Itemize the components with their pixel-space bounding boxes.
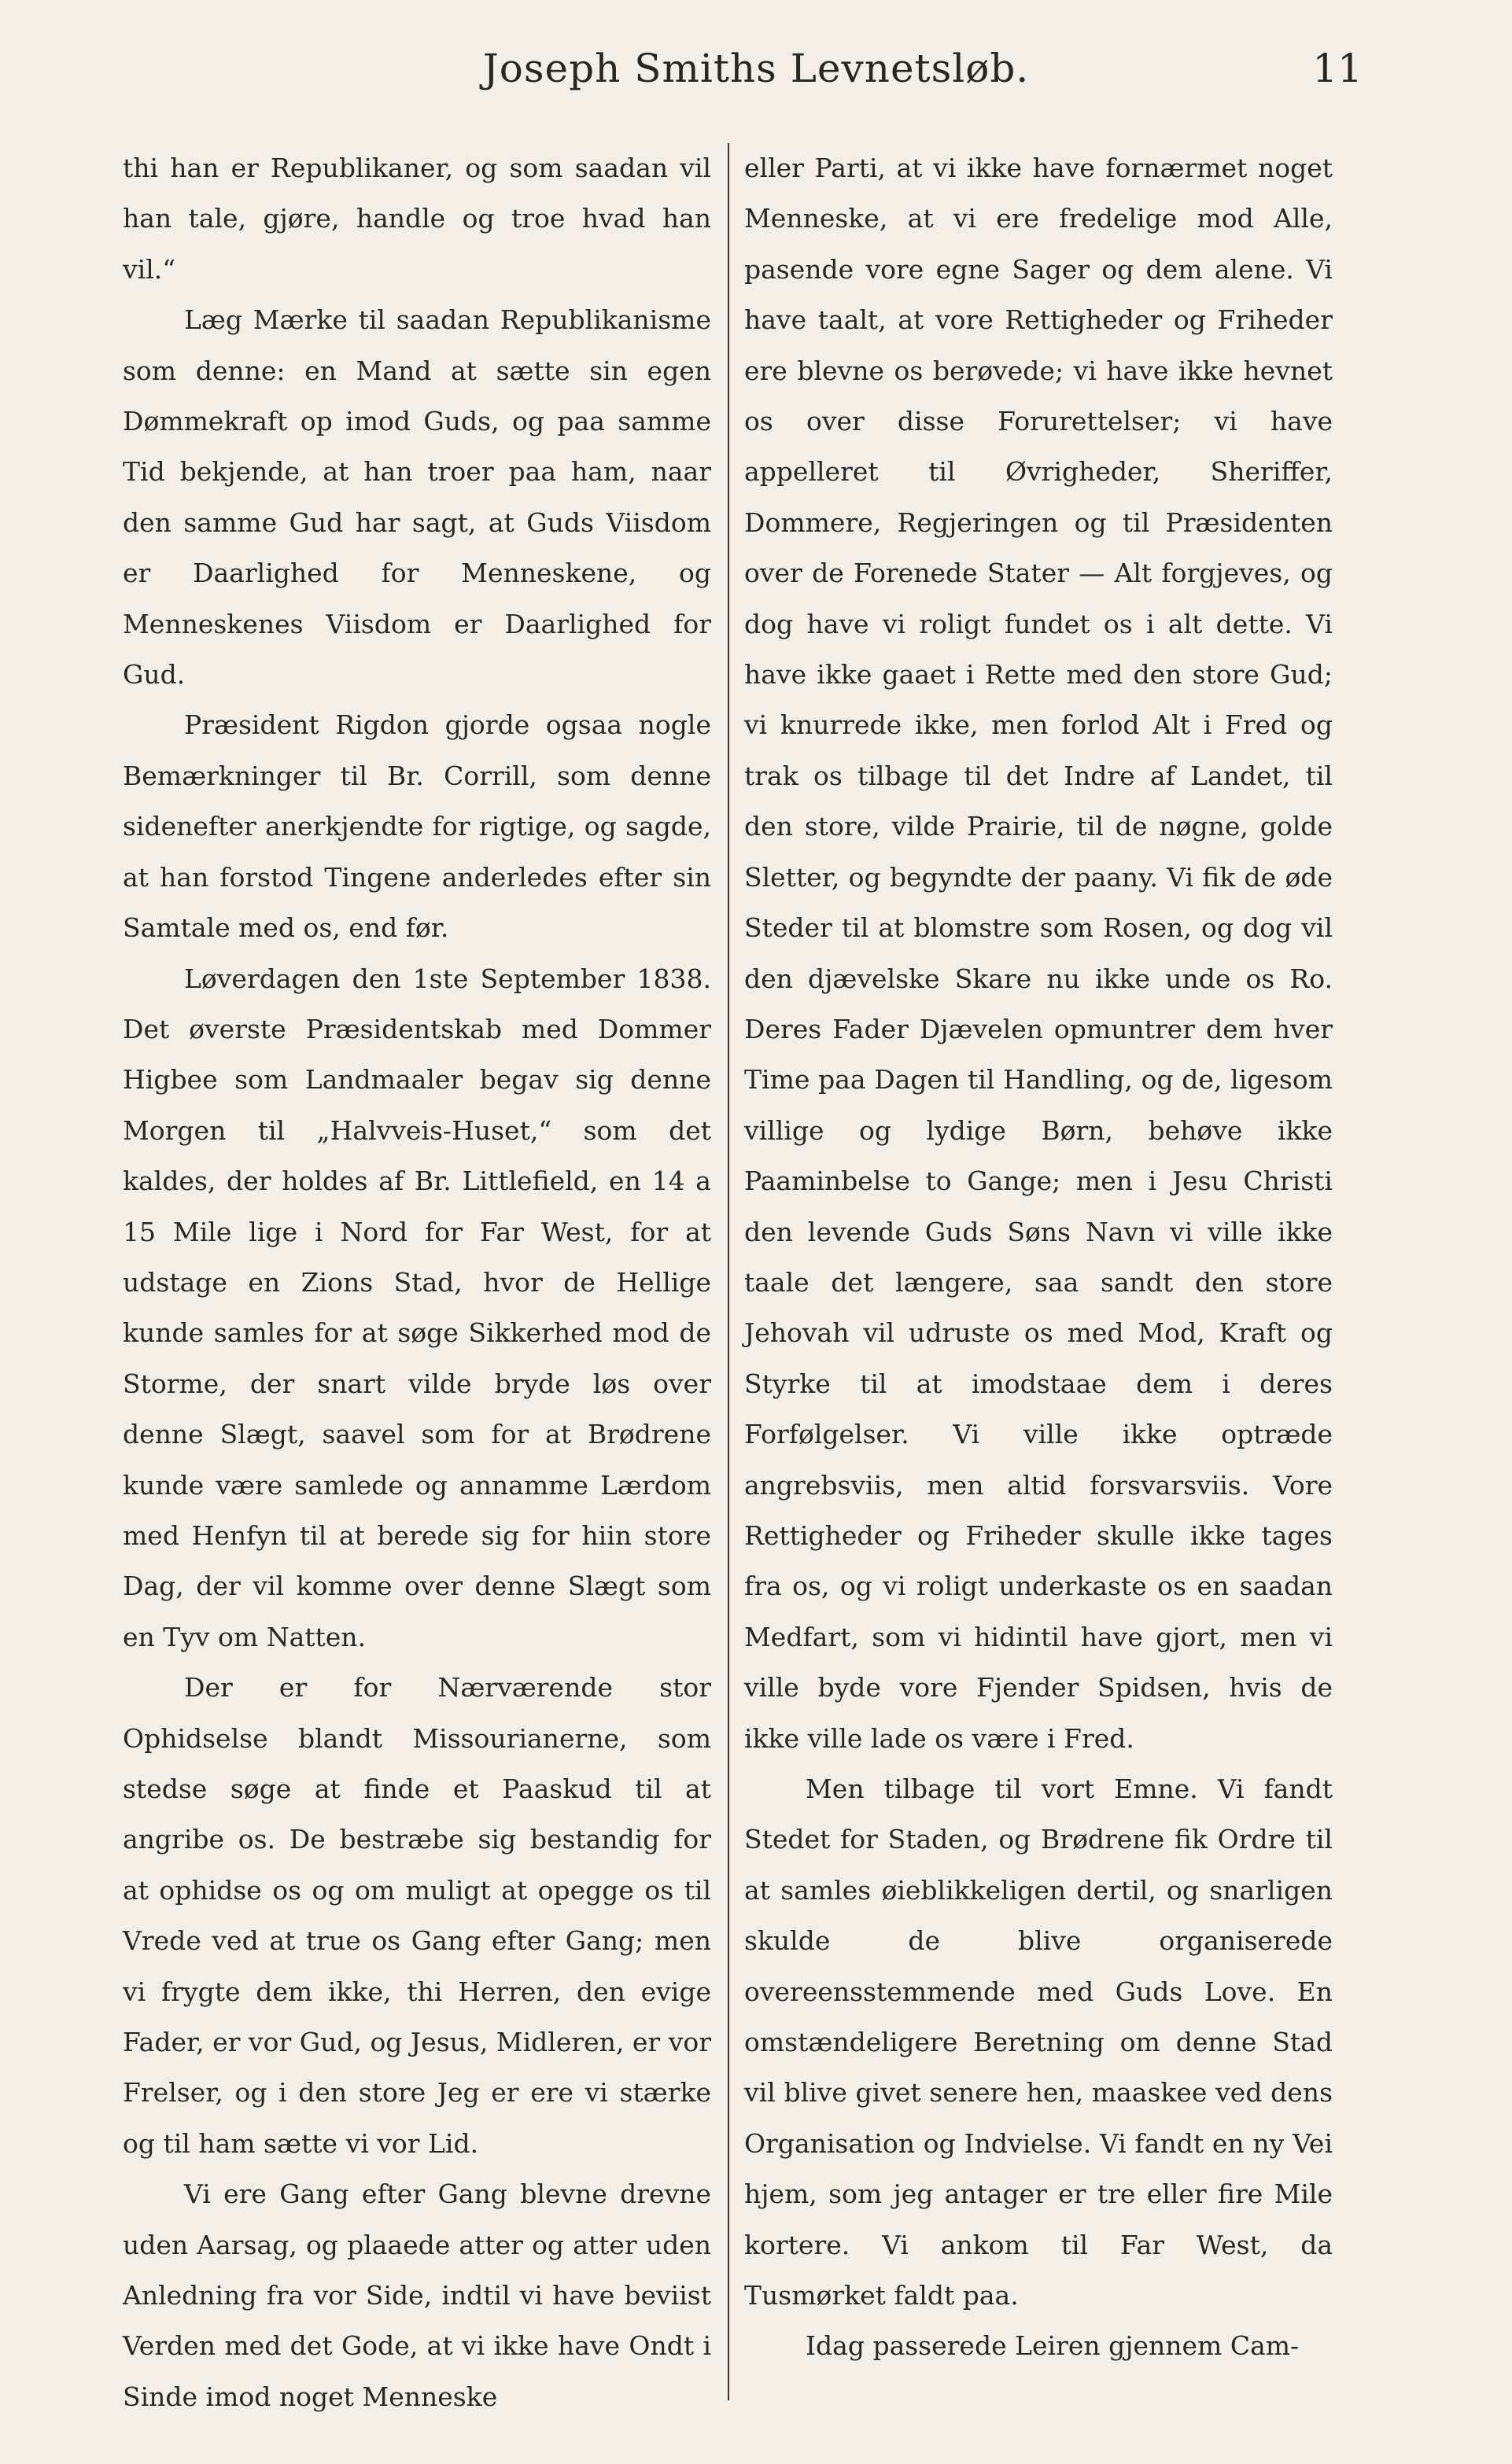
paragraph: thi han er Republikaner, og som saadan vil han tale, gjøre, handle og troe hvad han vil.“ xyxy=(123,153,711,285)
paragraph: eller Parti, at vi ikke have fornærmet noget Menneske, at vi ere fredelige mod Alle, pasende vore egne Sager og dem alene. Vi have taalt, at vore Rettigheder og Friheder ere blevne os berøvede; vi have ikke hevnet os over disse Forurettelser; vi have appelleret til Øvrigheder, Sheriffer, Dommere, Regjeringen og til Præsidenten over de Forenede Stater — Alt forgjeves, og dog have vi roligt fundet os i alt dette. Vi have ikke gaaet i Rette med den store Gud; vi knurrede ikke, men forlod Alt i Fred og trak os tilbage til det Indre af Landet, til den store, vilde Prairie, til de nøgne, golde Sletter, og begyndte der paany. Vi fik de øde Steder til at blomstre som Rosen, og dog vil den djævelske Skare nu ikke unde os Ro. Deres Fader Djævelen opmuntrer dem hver Time paa Dagen til Handling, og de, ligesom villige og lydige Børn, behøve ikke Paaminbelse to Gange; men i Jesu Christi den levende Guds Søns Navn vi ville ikke taale det længere, saa sandt den store Jehovah vil udruste os med Mod, Kraft og Styrke til at imodstaae dem i deres Forfølgelser. Vi ville ikke optræde angrebsviis, men altid forsvarsviis. Vore Rettigheder og Friheder skulle ikke tages fra os, og vi roligt underkaste os en saadan Medfart, som vi hidintil have gjort, men vi ville byde vore Fjender Spidsen, hvis de ikke ville lade os være i Fred. xyxy=(744,153,1333,1754)
left-column xyxy=(123,143,711,2422)
paragraph: Der er for Nærværende stor Ophidselse blandt Missourianerne, som stedse søge at finde et Paaskud til at angribe os. De bestræbe sig bestandig for at ophidse os og om muligt at opegge os til Vrede ved at true os Gang efter Gang; men vi frygte dem ikke, thi Herren, den evige Fader, er vor Gud, og Jesus, Midleren, er vor Frelser, og i den store Jeg er ere vi stærke og til ham sætte vi vor Lid. xyxy=(123,1672,711,2159)
page-header xyxy=(0,46,1512,116)
right-column xyxy=(744,143,1333,2372)
paragraph: Løverdagen den 1ste September 1838. Det øverste Præsidentskab med Dommer Higbee som Landmaaler begav sig denne Morgen til „Halvveis-Huset,“ som det kaldes, der holdes af Br. Littlefield, en 14 a 15 Mile lige i Nord for Far West, for at udstage en Zions Stad, hvor de Hellige kunde samles for at søge Sikkerhed mod de Storme, der snart vilde bryde løs over denne Slægt, saavel som for at Brødrene kunde være samlede og annamme Lærdom med Henfyn til at berede sig for hiin store Dag, der vil komme over denne Slægt som en Tyv om Natten. xyxy=(123,963,711,1652)
paragraph: Læg Mærke til saadan Republikanisme som denne: en Mand at sætte sin egen Dømmekraft op imod Guds, og paa samme Tid bekjende, at han troer paa ham, naar den samme Gud har sagt, at Guds Viisdom er Daarlighed for Menneskene, og Menneskenes Viisdom er Daarlighed for Gud. xyxy=(123,304,711,691)
paragraph: Men tilbage til vort Emne. Vi fandt Stedet for Staden, og Brødrene fik Ordre til at samles øieblikkeligen dertil, og snarligen skulde de blive organiserede overeensstemmende med Guds Love. En omstændeligere Beretning om denne Stad vil blive givet senere hen, maaskee ved dens Organisation og Indvielse. Vi fandt en ny Vei hjem, som jeg antager er tre eller fire Mile kortere. Vi ankom til Far West, da Tusmørket faldt paa. xyxy=(744,1773,1333,2311)
paragraph: Præsident Rigdon gjorde ogsaa nogle Bemærkninger til Br. Corrill, som denne sidenefter anerkjendte for rigtige, og sagde, at han forstod Tingene anderledes efter sin Samtale med os, end før. xyxy=(123,709,711,944)
paragraph: Vi ere Gang efter Gang blevne drevne uden Aarsag, og plaaede atter og atter uden Anledning fra vor Side, indtil vi have beviist Verden med det Gode, at vi ikke have Ondt i Sinde imod noget Menneske xyxy=(123,2179,711,2412)
paragraph: Idag passerede Leiren gjennem Cam- xyxy=(806,2330,1300,2362)
running-title: Joseph Smiths Levnetsløb. xyxy=(482,46,1030,91)
column-divider xyxy=(728,143,729,2400)
page-number: 11 xyxy=(1312,46,1363,91)
